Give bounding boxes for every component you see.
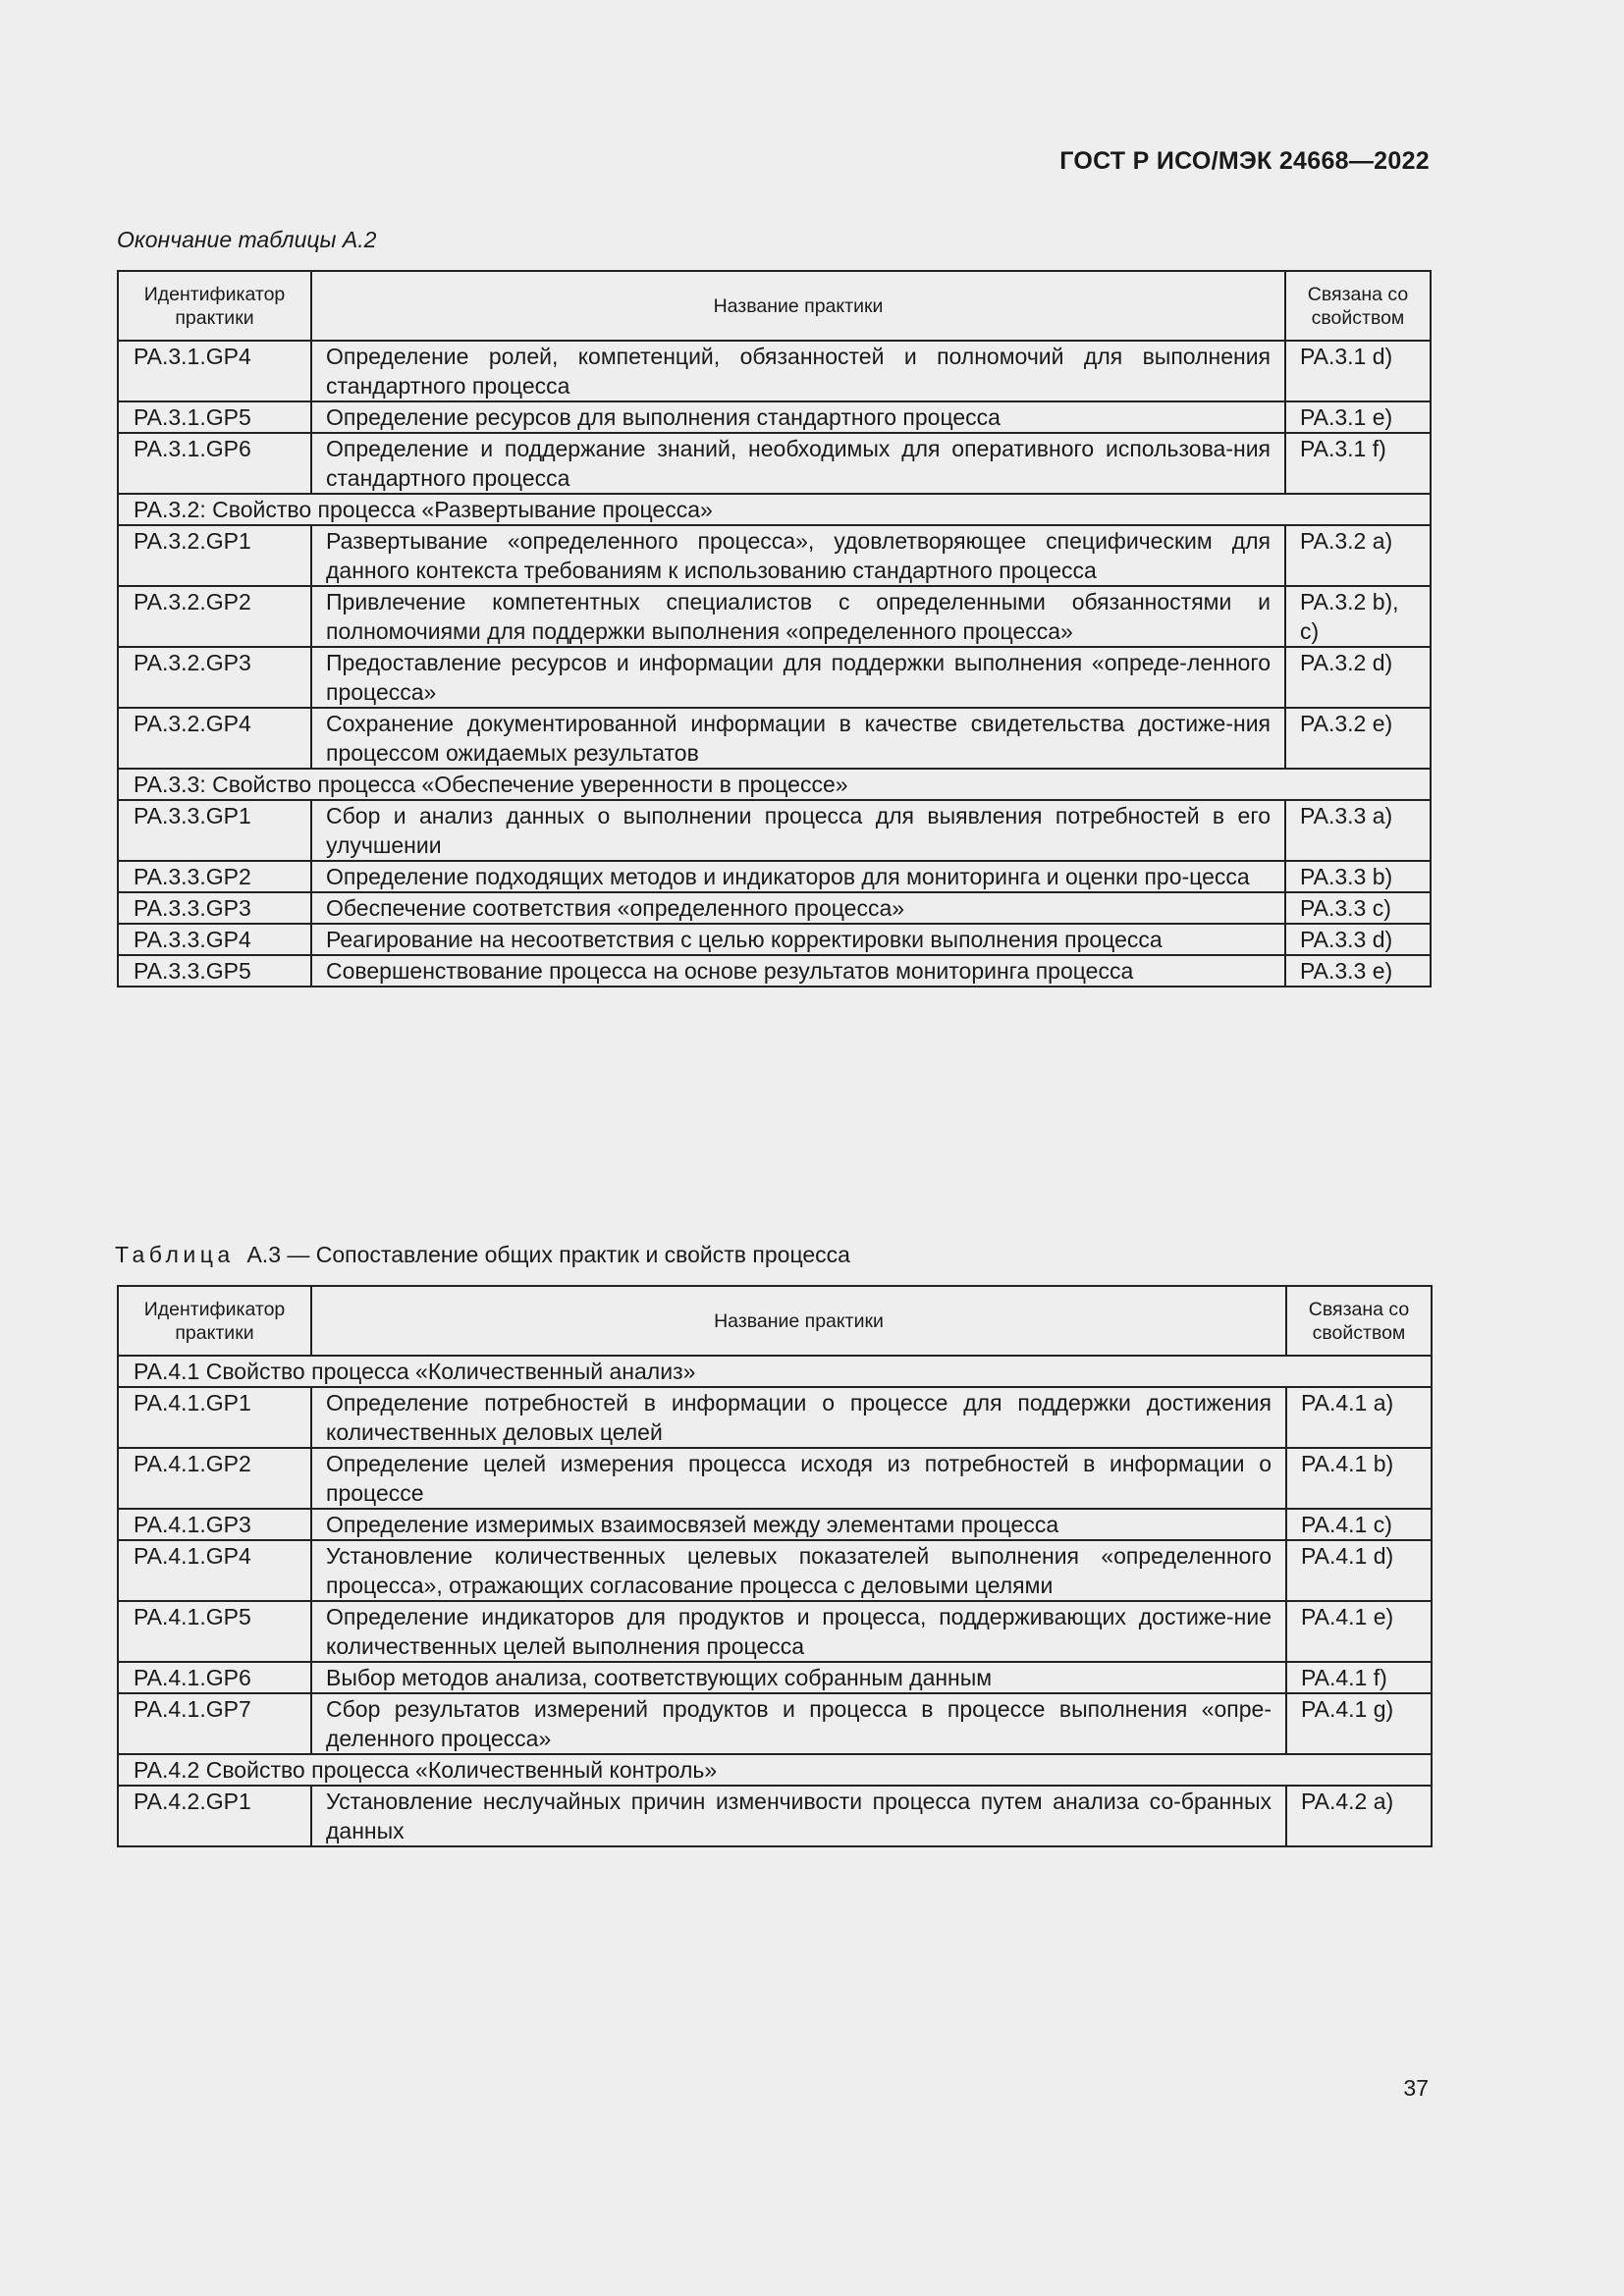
- practice-id: PA.3.1.GP5: [118, 401, 311, 433]
- table-row: [118, 892, 1431, 924]
- practice-name: Определение ресурсов для выполнения стандартного процесса: [311, 401, 1285, 433]
- practice-name: Предоставление ресурсов и информации для поддержки выполнения «опреде-ленного процесса»: [311, 647, 1285, 708]
- practice-id: PA.4.1.GP7: [118, 1693, 311, 1754]
- table-header-row: [118, 271, 1431, 341]
- table-row: [118, 1693, 1432, 1754]
- header-id: Идентификатор практики: [118, 271, 311, 341]
- related-property: PA.4.1 e): [1286, 1601, 1432, 1662]
- practice-id: PA.3.2.GP3: [118, 647, 311, 708]
- table-row: [118, 647, 1431, 708]
- related-property: PA.3.2 d): [1285, 647, 1431, 708]
- practice-id: PA.3.2.GP2: [118, 586, 311, 647]
- practice-name: Определение целей измерения процесса исходя из потребностей в информации о процессе: [311, 1448, 1286, 1509]
- group-title: PA.4.1 Свойство процесса «Количественный анализ»: [118, 1356, 1432, 1387]
- table-row: [118, 341, 1431, 401]
- practice-name: Привлечение компетентных специалистов с определенными обязанностями и полномочиями для поддержки выполнения «определенного процесса»: [311, 586, 1285, 647]
- related-property: PA.3.3 d): [1285, 924, 1431, 955]
- practice-name: Обеспечение соответствия «определенного процесса»: [311, 892, 1285, 924]
- header-id: Идентификатор практики: [118, 1286, 311, 1356]
- table-header-row: [118, 1286, 1432, 1356]
- practice-id: PA.3.1.GP4: [118, 341, 311, 401]
- group-title: PA.4.2 Свойство процесса «Количественный контроль»: [118, 1754, 1432, 1786]
- group-row: [118, 494, 1431, 525]
- table-a3-caption-text: А.3 — Сопоставление общих практик и свойств процесса: [246, 1242, 850, 1267]
- table-a3: [117, 1285, 1433, 1847]
- practice-name: Определение и поддержание знаний, необходимых для оперативного использова-ния стандартного процесса: [311, 433, 1285, 494]
- related-property: PA.3.3 e): [1285, 955, 1431, 987]
- practice-name: Совершенствование процесса на основе результатов мониторинга процесса: [311, 955, 1285, 987]
- group-title: PA.3.2: Свойство процесса «Развертывание процесса»: [118, 494, 1431, 525]
- table-row: [118, 1509, 1432, 1540]
- practice-id: PA.3.3.GP5: [118, 955, 311, 987]
- related-property: PA.3.2 e): [1285, 708, 1431, 769]
- table-row: [118, 955, 1431, 987]
- table-row: [118, 1601, 1432, 1662]
- table-row: [118, 1540, 1432, 1601]
- related-property: PA.3.3 b): [1285, 861, 1431, 892]
- table-row: [118, 1786, 1432, 1846]
- related-property: PA.3.2 b), c): [1285, 586, 1431, 647]
- practice-name: Установление количественных целевых показателей выполнения «определенного процесса», отражающих согласование процесса с деловыми целями: [311, 1540, 1286, 1601]
- practice-name: Определение потребностей в информации о процессе для поддержки достижения количественных деловых целей: [311, 1387, 1286, 1448]
- table-a3-body: [118, 1356, 1432, 1846]
- related-property: PA.3.1 d): [1285, 341, 1431, 401]
- table-row: [118, 1448, 1432, 1509]
- practice-id: PA.3.3.GP3: [118, 892, 311, 924]
- table-row: [118, 800, 1431, 861]
- practice-name: Определение измеримых взаимосвязей между элементами процесса: [311, 1509, 1286, 1540]
- practice-id: PA.4.1.GP3: [118, 1509, 311, 1540]
- related-property: PA.4.1 g): [1286, 1693, 1432, 1754]
- practice-name: Реагирование на несоответствия с целью корректировки выполнения процесса: [311, 924, 1285, 955]
- practice-id: PA.4.1.GP5: [118, 1601, 311, 1662]
- table-a2: [117, 270, 1432, 988]
- related-property: PA.4.1 d): [1286, 1540, 1432, 1601]
- group-title: PA.3.3: Свойство процесса «Обеспечение уверенности в процессе»: [118, 769, 1431, 800]
- related-property: PA.3.1 e): [1285, 401, 1431, 433]
- table-a2-caption: Окончание таблицы А.2: [117, 227, 377, 252]
- practice-name: Определение ролей, компетенций, обязанностей и полномочий для выполнения стандартного процесса: [311, 341, 1285, 401]
- table-row: [118, 1387, 1432, 1448]
- related-property: PA.4.2 a): [1286, 1786, 1432, 1846]
- table-a3-caption: [115, 1242, 850, 1268]
- table-row: [118, 433, 1431, 494]
- related-property: PA.3.3 a): [1285, 800, 1431, 861]
- table-row: [118, 708, 1431, 769]
- practice-name: Сохранение документированной информации в качестве свидетельства достиже-ния процессом ожидаемых результатов: [311, 708, 1285, 769]
- practice-name: Сбор и анализ данных о выполнении процесса для выявления потребностей в его улучшении: [311, 800, 1285, 861]
- practice-id: PA.4.1.GP1: [118, 1387, 311, 1448]
- practice-id: PA.4.1.GP2: [118, 1448, 311, 1509]
- practice-id: PA.4.2.GP1: [118, 1786, 311, 1846]
- table-row: [118, 525, 1431, 586]
- table-a2-body: [118, 341, 1431, 987]
- practice-id: PA.4.1.GP4: [118, 1540, 311, 1601]
- related-property: PA.4.1 c): [1286, 1509, 1432, 1540]
- table-row: [118, 586, 1431, 647]
- practice-id: PA.3.3.GP4: [118, 924, 311, 955]
- table-row: [118, 861, 1431, 892]
- header-name: Название практики: [311, 1286, 1286, 1356]
- page-number: 37: [1403, 2075, 1429, 2101]
- table-row: [118, 401, 1431, 433]
- practice-name: Сбор результатов измерений продуктов и процесса в процессе выполнения «опре-деленного процесса»: [311, 1693, 1286, 1754]
- related-property: PA.4.1 f): [1286, 1662, 1432, 1693]
- practice-name: Выбор методов анализа, соответствующих собранным данным: [311, 1662, 1286, 1693]
- header-name: Название практики: [311, 271, 1285, 341]
- related-property: PA.4.1 a): [1286, 1387, 1432, 1448]
- practice-id: PA.3.2.GP1: [118, 525, 311, 586]
- table-a3-caption-label: Таблица: [115, 1242, 235, 1267]
- table-row: [118, 924, 1431, 955]
- group-row: [118, 769, 1431, 800]
- practice-id: PA.3.2.GP4: [118, 708, 311, 769]
- practice-id: PA.3.1.GP6: [118, 433, 311, 494]
- table-row: [118, 1662, 1432, 1693]
- group-row: [118, 1754, 1432, 1786]
- practice-name: Определение подходящих методов и индикаторов для мониторинга и оценки про-цесса: [311, 861, 1285, 892]
- practice-id: PA.4.1.GP6: [118, 1662, 311, 1693]
- practice-id: PA.3.3.GP2: [118, 861, 311, 892]
- header-prop: Связана со свойством: [1285, 271, 1431, 341]
- practice-name: Развертывание «определенного процесса», удовлетворяющее специфическим для данного контекста требованиям к использованию стандартного процесса: [311, 525, 1285, 586]
- practice-name: Установление неслучайных причин изменчивости процесса путем анализа со-бранных данных: [311, 1786, 1286, 1846]
- practice-id: PA.3.3.GP1: [118, 800, 311, 861]
- document-header: ГОСТ Р ИСО/МЭК 24668—2022: [1059, 147, 1430, 175]
- related-property: PA.3.3 c): [1285, 892, 1431, 924]
- related-property: PA.3.1 f): [1285, 433, 1431, 494]
- practice-name: Определение индикаторов для продуктов и процесса, поддерживающих достиже-ние количественных целей выполнения процесса: [311, 1601, 1286, 1662]
- related-property: PA.4.1 b): [1286, 1448, 1432, 1509]
- group-row: [118, 1356, 1432, 1387]
- related-property: PA.3.2 a): [1285, 525, 1431, 586]
- header-prop: Связана со свойством: [1286, 1286, 1432, 1356]
